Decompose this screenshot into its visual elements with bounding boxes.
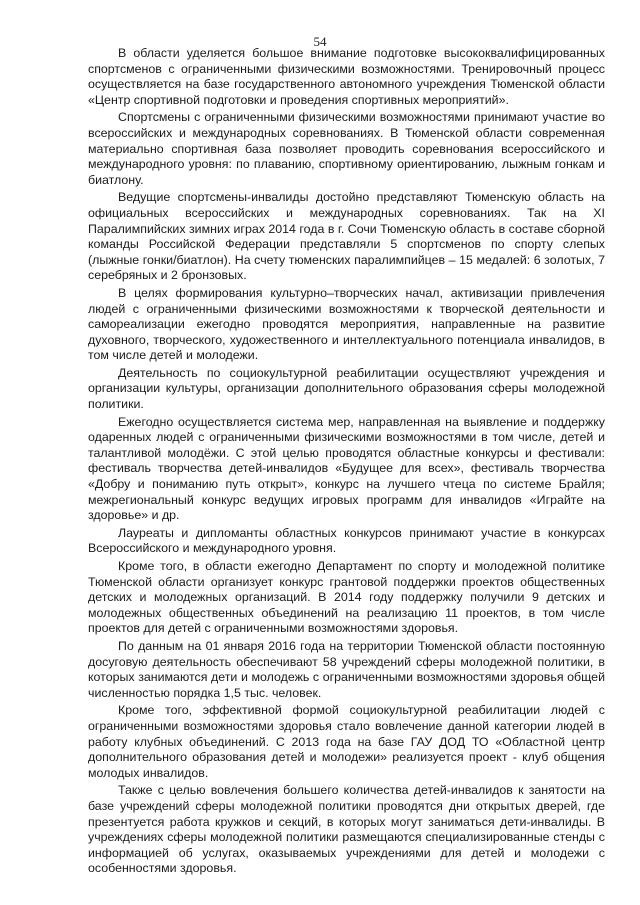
paragraph-club-associations: Кроме того, эффективной формой социокультурной реабилитации людей с ограниченными возможностями здоровья стало вовлечение данной категории людей в работу клубных объединений. С 2013 года на базе ГАУ ДОД ТО «Областной центр дополнительного образования детей и молодежи» реализуется проект - клуб общения молодых инвалидов. [88,703,605,780]
paragraph-competitions: Спортсмены с ограниченными физическими возможностями принимают участие во всероссийских и международных соревнованиях. В Тюменской области современная материально спортивная база позволяет проводить соревнования всероссийского и международного уровня: по плаванию, спортивному ориентированию, лыжным гонкам и биатлону. [88,110,605,187]
document-body [88,46,605,879]
paragraph-statistics-2016: По данным на 01 января 2016 года на территории Тюменской области постоянную досуговую деятельность обеспечивают 58 учреждений сферы молодежной политики, в которых занимаются дети и молодежь с ограниченными возможностями здоровья общей численностью порядка 1,5 тыс. человек. [88,638,605,700]
paragraph-grant-contest: Кроме того, в области ежегодно Департамент по спорту и молодежной политике Тюменской области организует конкурс грантовой поддержки проектов общественных детских и молодежных организаций. В 2014 году поддержку получили 9 детских и молодежных общественных объединений на реализацию 11 проектов, в том числе проектов для детей с ограниченными возможностями здоровья. [88,559,605,636]
page-number: 54 [313,34,327,49]
paragraph-elite-athletes: В области уделяется большое внимание подготовке высококвалифицированных спортсменов с ограниченными физическими возможностями. Тренировочный процесс осуществляется на базе государственного автономного учреждения Тюменской области «Центр спортивной подготовки и проведения спортивных мероприятий». [88,46,605,107]
paragraph-paralympics: Ведущие спортсмены-инвалиды достойно представляют Тюменскую область на официальных всероссийских и международных соревнованиях. Так на XI Паралимпийских зимних играх 2014 года в г. Сочи Тюменскую область в составе сборной команды Российской Федерации представляли 5 спортсменов по спорту слепых (лыжные гонки/биатлон). На счету тюменских паралимпийцев – 15 медалей: 6 золотых, 7 серебряных и 2 бронзовых. [88,190,605,283]
paragraph-laureates: Лауреаты и дипломанты областных конкурсов принимают участие в конкурсах Всероссийского и международного уровня. [88,525,605,556]
paragraph-sociocultural-rehab: Деятельность по социокультурной реабилитации осуществляют учреждения и организации культуры, организации дополнительного образования сферы молодежной политики. [88,365,605,412]
paragraph-gifted-support: Ежегодно осуществляется система мер, направленная на выявление и поддержку одаренных людей с ограниченными физическими возможностями в том числе, детей и талантливой молодёжи. С этой целью проводятся областные конкурсы и фестивали: фестиваль творчества детей-инвалидов «Будущее для всех», фестиваль творчества «Добру и пониманию путь открыт», конкурс на лучшего чтеца по системе Брайля; межрегиональный конкурс ведущих игровых программ для инвалидов «Играйте на здоровье» и др. [88,414,605,523]
paragraph-cultural-creative: В целях формирования культурно–творческих начал, активизации привлечения людей с ограниченными физическими возможностями к творческой деятельности и самореализации ежегодно проводятся мероприятия, направленные на развитие духовного, творческого, художественного и интеллектуального потенциала инвалидов, в том числе детей и молодежи. [88,285,605,363]
paragraph-open-days: Также с целью вовлечения большего количества детей-инвалидов к занятости на базе учреждений сферы молодежной политики проводятся дни открытых дверей, где презентуется работа кружков и секций, в которых могут заниматься дети-инвалиды. В учреждениях сферы молодежной политики размещаются специализированные стенды с информацией об услугах, оказываемых учреждениями для детей и молодежи с особенностями здоровья. [88,783,605,876]
